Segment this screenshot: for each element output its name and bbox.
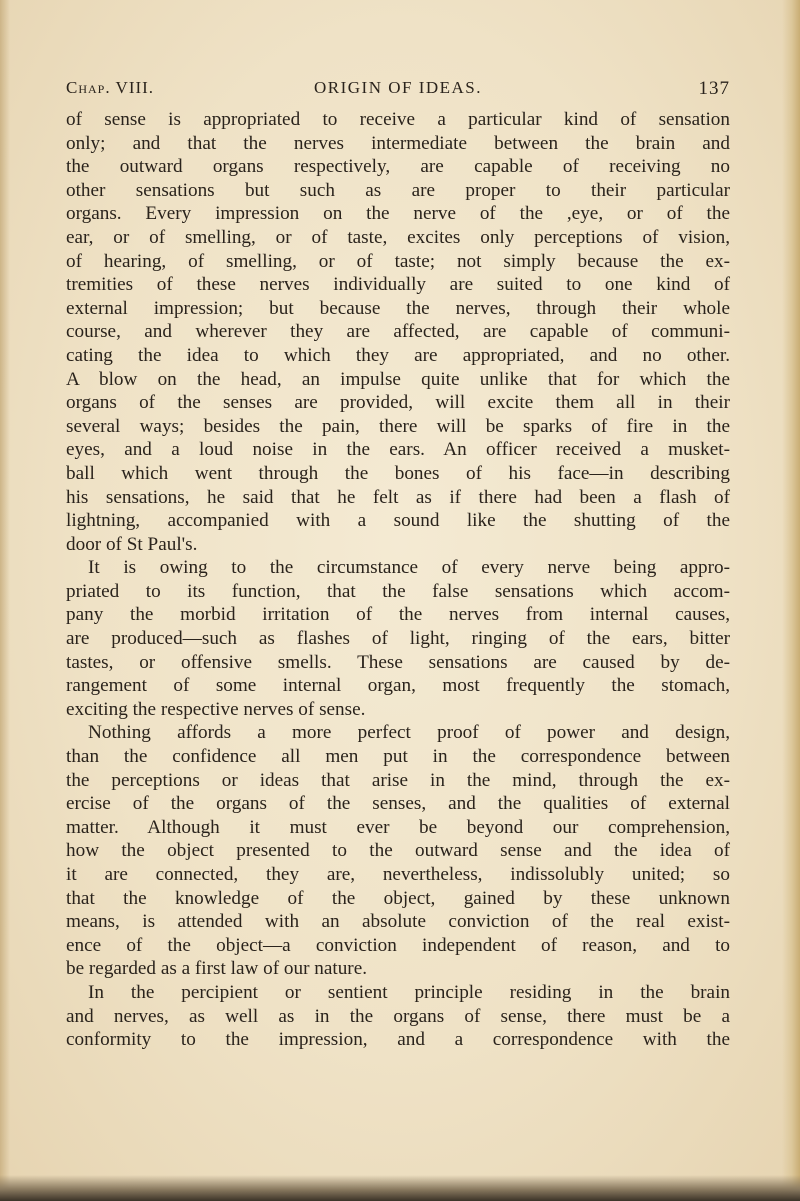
text-line: how the object presented to the outward sense and the idea of <box>66 840 730 862</box>
text-line: tastes, or offensive smells. These sensations are caused by de- <box>66 651 730 673</box>
text-line: several ways; besides the pain, there will be sparks of fire in the <box>66 415 730 437</box>
text-line: In the percipient or sentient principle residing in the brain <box>88 981 730 1003</box>
text-line: Nothing affords a more perfect proof of power and design, <box>88 722 730 744</box>
text-line: organs of the senses are provided, will excite them all in their <box>66 392 730 414</box>
text-line: of hearing, of smelling, or of taste; not simply because the ex- <box>66 250 730 272</box>
text-line: and nerves, as well as in the organs of sense, there must be a <box>66 1005 730 1027</box>
text-line: priated to its function, that the false sensations which accom- <box>66 580 730 602</box>
text-line: ercise of the organs of the senses, and the qualities of external <box>66 793 730 815</box>
text-line: ball which went through the bones of his face—in describing <box>66 462 730 484</box>
text-line: door of St Paul's. <box>66 533 198 555</box>
text-line: eyes, and a loud noise in the ears. An officer received a musket- <box>66 439 730 461</box>
text-line: matter. Although it must ever be beyond our comprehension, <box>66 816 730 838</box>
page-left-edge <box>0 0 10 1201</box>
text-line: lightning, accompanied with a sound like the shutting of the <box>66 510 730 532</box>
text-line: conformity to the impression, and a correspondence with the <box>66 1029 730 1051</box>
chapter-label: Chap. VIII. <box>66 78 155 97</box>
text-line: be regarded as a first law of our nature. <box>66 958 368 980</box>
text-line: means, is attended with an absolute conviction of the real exist- <box>66 911 730 933</box>
page-right-edge <box>782 0 800 1201</box>
text-line: his sensations, he said that he felt as if there had been a flash of <box>66 486 730 508</box>
running-title: ORIGIN OF IDEAS. <box>313 78 483 97</box>
text-line: are produced—such as flashes of light, ringing of the ears, bitter <box>66 628 730 650</box>
text-line: other sensations but such as are proper to their particular <box>66 179 730 201</box>
text-line: that the knowledge of the object, gained by these unknown <box>66 887 730 909</box>
page-number: 137 <box>698 78 730 99</box>
text-line: ear, or of smelling, or of taste, excites only perceptions of vision, <box>66 226 730 248</box>
text-line: of sense is appropriated to receive a particular kind of sensation <box>66 109 730 130</box>
text-line: pany the morbid irritation of the nerves from internal causes, <box>66 604 730 626</box>
text-line: the outward organs respectively, are capable of receiving no <box>66 156 730 178</box>
text-line: organs. Every impression on the nerve of the ,eye, or of the <box>66 203 730 225</box>
text-line: only; and that the nerves intermediate between the brain and <box>66 132 730 154</box>
text-line: it are connected, they are, nevertheless, indissolubly united; so <box>66 864 730 885</box>
body-text <box>66 108 730 1052</box>
text-line: rangement of some internal organ, most frequently the stomach, <box>66 675 730 697</box>
text-line: course, and wherever they are affected, are capable of communi- <box>66 321 730 343</box>
text-line: exciting the respective nerves of sense. <box>66 698 366 720</box>
text-line: It is owing to the circumstance of every nerve being appro- <box>88 557 730 579</box>
text-line: external impression; but because the nerves, through their whole <box>66 297 730 319</box>
running-header <box>66 78 730 102</box>
text-line: the perceptions or ideas that arise in the mind, through the ex- <box>66 769 730 791</box>
text-line: than the confidence all men put in the correspondence between <box>66 746 730 768</box>
text-line: ence of the object—a conviction independent of reason, and to <box>66 934 730 956</box>
text-line: A blow on the head, an impulse quite unlike that for which the <box>66 368 730 390</box>
page-bottom-edge <box>0 1175 800 1201</box>
text-line: tremities of these nerves individually are suited to one kind of <box>66 274 730 296</box>
text-line: cating the idea to which they are appropriated, and no other. <box>66 344 730 366</box>
